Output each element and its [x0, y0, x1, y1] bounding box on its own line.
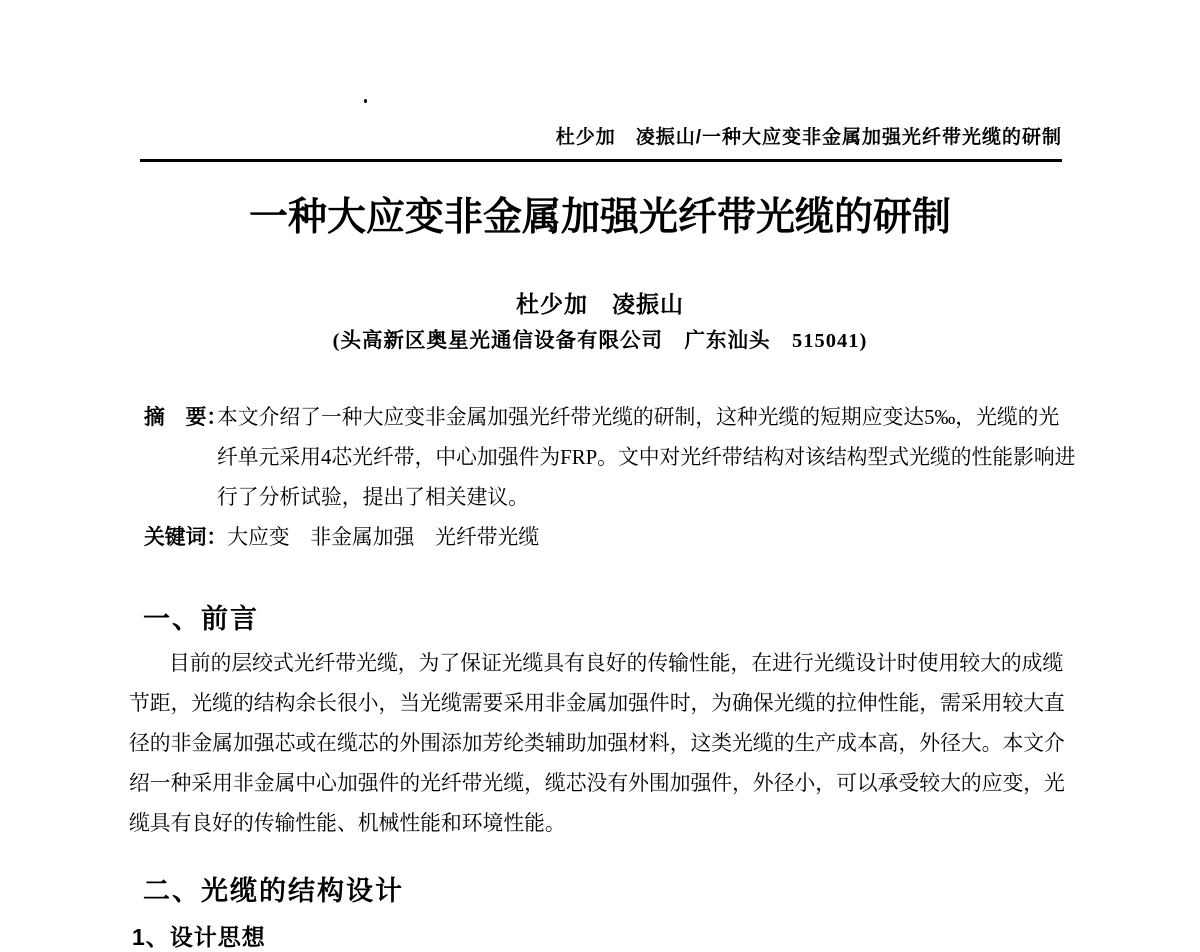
keywords-text: 大应变 非金属加强 光纤带光缆: [227, 526, 540, 549]
section-heading-intro: 一、前言: [143, 604, 259, 634]
paragraph-line: 缆具有良好的传输性能、机械性能和环境性能。: [129, 812, 566, 835]
keywords-label: 关键词：: [144, 526, 228, 549]
keywords-line: [144, 518, 539, 558]
scan-speck: [364, 99, 367, 103]
affiliation-line: (头高新区奥星光通信设备有限公司 广东汕头 515041): [332, 330, 868, 352]
abstract-line: 本文介绍了一种大应变非金属加强光纤带光缆的研制，这种光缆的短期应变达5‰，光缆的光: [217, 406, 1060, 429]
abstract-block: [144, 398, 1074, 518]
abstract-line: 行了分析试验，提出了相关建议。: [217, 486, 529, 509]
running-head: 杜少加 凌振山/一种大应变非金属加强光纤带光缆的研制: [555, 127, 1062, 148]
paragraph-line: 绍一种采用非金属中心加强件的光纤带光缆，缆芯没有外围加强件，外径小，可以承受较大的应变，光: [129, 772, 1065, 795]
paragraph-line: 目前的层绞式光纤带光缆，为了保证光缆具有良好的传输性能，在进行光缆设计时使用较大的成缆: [169, 652, 1064, 675]
section-heading-design: 二、光缆的结构设计: [143, 876, 404, 906]
header-rule: [140, 159, 1062, 162]
paragraph-line: 径的非金属加强芯或在缆芯的外围添加芳纶类辅助加强材料，这类光缆的生产成本高，外径大。本文介: [129, 732, 1065, 755]
page-title: 一种大应变非金属加强光纤带光缆的研制: [248, 196, 951, 239]
subsection-heading-design-idea: 1、设计思想: [132, 924, 266, 950]
intro-paragraph: [129, 644, 1069, 844]
paragraph-line: 节距，光缆的结构余长很小，当光缆需要采用非金属加强件时，为确保光缆的拉伸性能，需采用较大直: [129, 692, 1065, 715]
abstract-line: 纤单元采用4芯光纤带，中心加强件为FRP。文中对光纤带结构对该结构型式光缆的性能影响进: [217, 446, 1076, 469]
authors-line: 杜少加 凌振山: [516, 292, 684, 317]
abstract-label: 摘 要：: [144, 406, 228, 429]
